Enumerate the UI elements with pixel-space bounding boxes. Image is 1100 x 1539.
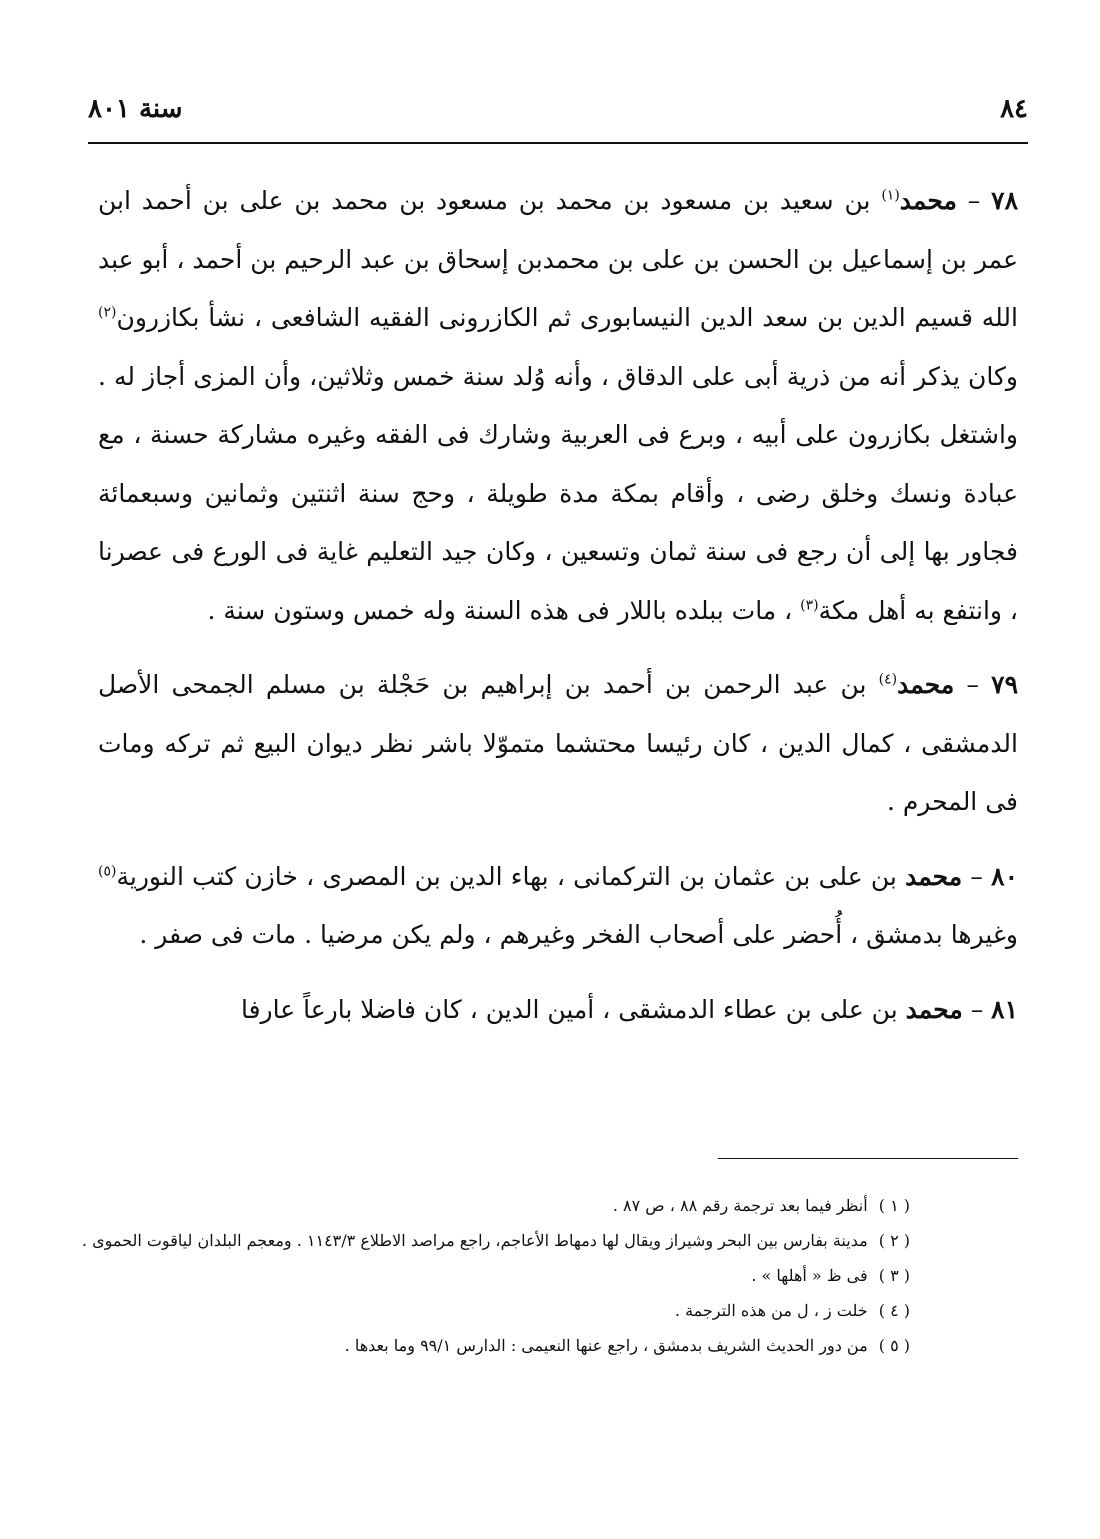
entry-name: محمد: [905, 861, 963, 891]
footnote-text: خلت ز ، ل من هذه الترجمة .: [674, 1301, 868, 1320]
entry-dash: –: [970, 861, 983, 891]
footnote-5: [100, 1332, 910, 1359]
footnote-mark: ( ٥ ): [878, 1336, 910, 1355]
entry-text: وكان يذكر أنه من ذرية أبى على الدقاق ، وأنه وُلد سنة خمس وثلاثين، وأن المزى أجاز له . واشتغل بكازرون على أبيه ، وبرع فى العربية وشارك فى الفقه وغيره مشاركة حسنة ، مع عبادة ونسك وخلق رضى ، وأقام بمكة مدة طويلة ، وحج سنة اثنتين وثمانين وسبعمائة فجاور بها إلى أن رجع فى سنة ثمان وتسعين ، وكان جيد التعليم غاية فى الورع فى عصرنا ، وانتفع به أهل مكة: [98, 361, 1018, 625]
entry-80: [98, 848, 1018, 965]
footnote-mark: ( ٣ ): [878, 1266, 910, 1285]
main-text: [98, 172, 1018, 1039]
entry-text: ، مات ببلده باللار فى هذه السنة وله خمس وستون سنة .: [207, 595, 793, 625]
footnote-mark: ( ٤ ): [878, 1301, 910, 1320]
entry-dash: –: [967, 186, 981, 215]
entry-81: [98, 981, 1018, 1040]
footnote-ref: (٥): [98, 863, 117, 880]
footnote-3: [100, 1262, 910, 1289]
footnote-text: أنظر فيما بعد ترجمة رقم ٨٨ ، ص ٨٧ .: [612, 1196, 868, 1215]
footnote-text: من دور الحديث الشريف بدمشق ، راجع عنها النعيمى : الدارس ٩٩/١ وما بعدها .: [344, 1336, 868, 1355]
footnote-4: [100, 1297, 910, 1324]
entry-78: [98, 172, 1018, 640]
page-number: ٨٤: [1000, 94, 1028, 124]
footnote-mark: ( ٢ ): [878, 1231, 910, 1250]
entry-dash: –: [966, 670, 979, 699]
entry-text: بن على بن عثمان بن التركمانى ، بهاء الدين بن المصرى ، خازن كتب النورية: [116, 861, 897, 891]
entry-number: ٨٠: [991, 861, 1019, 891]
entry-text: وغيرها بدمشق ، أُحضر على أصحاب الفخر وغيرهم ، ولم يكن مرضيا . مات فى صفر .: [139, 920, 1018, 949]
footnote-rule: [718, 1158, 1018, 1159]
running-head: [88, 94, 1028, 134]
entry-name: محمد: [897, 670, 955, 699]
entry-number: ٧٩: [991, 670, 1019, 699]
footnote-ref: (٣): [800, 597, 819, 614]
entry-number: ٨١: [991, 994, 1018, 1024]
footnote-mark: ( ١ ): [878, 1196, 910, 1215]
footnote-2: [0, 1227, 910, 1254]
entry-name: محمد: [899, 186, 957, 215]
entry-name: محمد: [905, 994, 963, 1024]
footnotes: [81, 1192, 910, 1367]
entry-text: بن عبد الرحمن بن أحمد بن إبراهيم بن حَجْلة بن مسلم الجمحى الأصل الدمشقى ، كمال الدين ، كان رئيسا محتشما متموّلا باشر نظر ديوان البيع ثم تركه ومات فى المحرم .: [98, 670, 1018, 816]
entry-text: بن على بن عطاء الدمشقى ، أمين الدين ، كان فاضلا بارعاً عارفا: [240, 994, 898, 1024]
entry-dash: –: [970, 994, 984, 1024]
footnote-1: [100, 1192, 910, 1219]
year-label: سنة ٨٠١: [88, 94, 183, 124]
header-rule: [88, 142, 1028, 144]
entry-number: ٧٨: [991, 186, 1019, 215]
footnote-ref: (٤): [878, 671, 898, 688]
entry-79: [98, 656, 1018, 832]
footnote-text: مدينة بفارس بين البحر وشيراز ويقال لها دمهاط الأعاجم، راجع مراصد الاطلاع ١١٤٣/٣ . ومعجم البلدان لياقوت الحموى .: [81, 1231, 868, 1250]
footnote-ref: (١): [881, 187, 900, 204]
footnote-ref: (٢): [98, 304, 117, 321]
footnote-text: فى ظ « أهلها » .: [751, 1266, 868, 1285]
entry-text: بن سعيد بن مسعود بن محمد بن مسعود بن محمد بن على بن أحمد ابن عمر بن إسماعيل بن الحسن بن على بن محمدبن إسحاق بن عبد الرحيم بن أحمد ، أبو عبد الله قسيم الدين بن سعد الدين النيسابورى ثم الكازرونى الفقيه الشافعى ، نشأ بكازرون: [98, 186, 1018, 332]
